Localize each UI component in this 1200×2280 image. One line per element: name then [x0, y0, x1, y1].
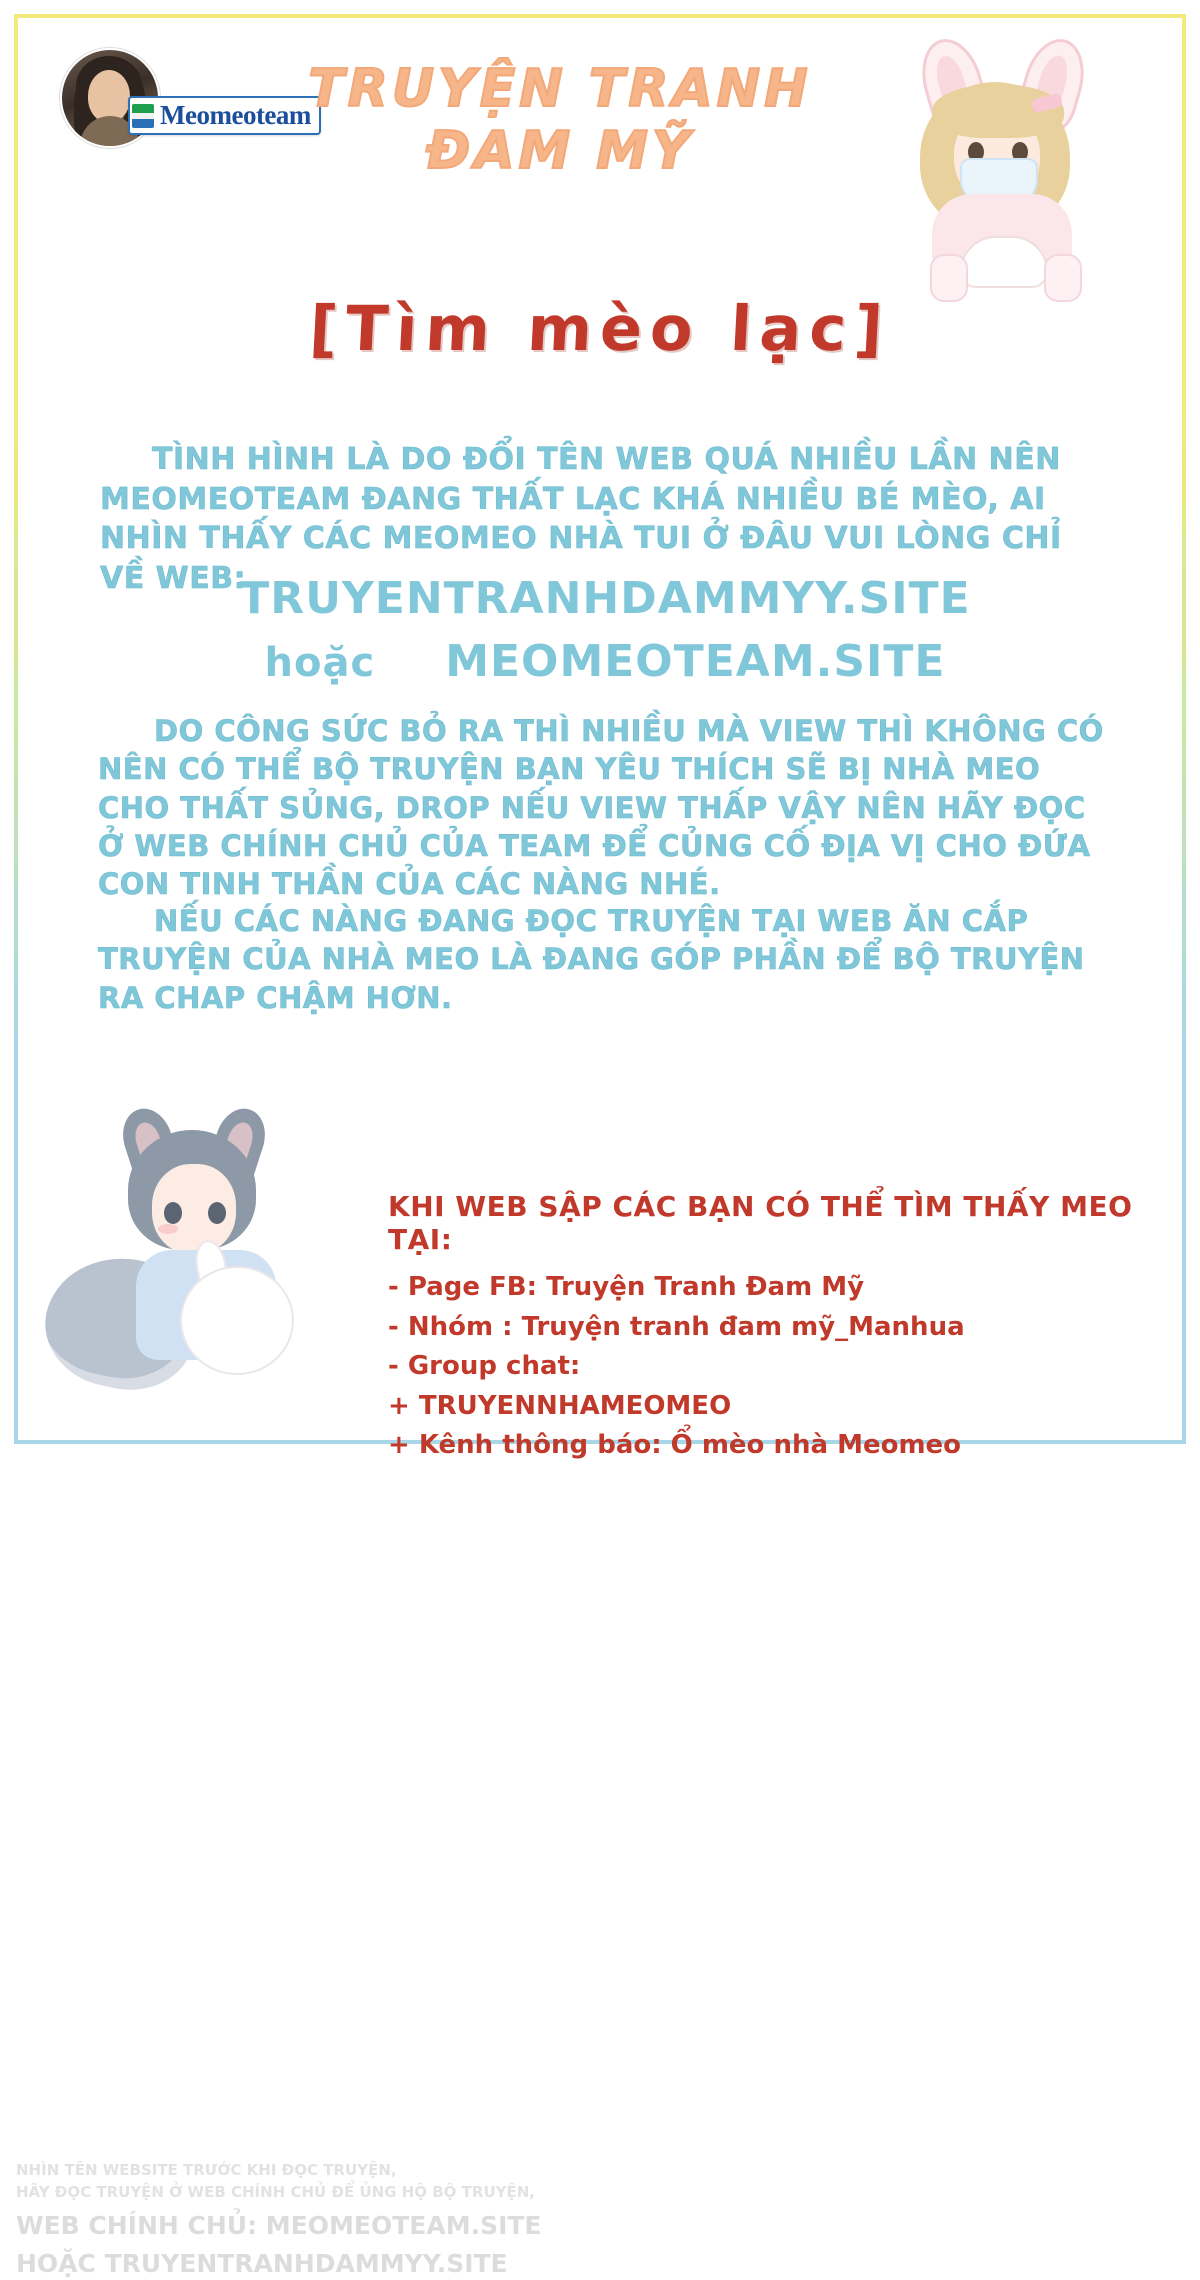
- contact-title: KHI WEB SẬP CÁC BẠN CÓ THỂ TÌM THẤY MEO TẠI:: [388, 1190, 1133, 1256]
- contact-line: - Page FB: Truyện Tranh Đam Mỹ: [388, 1272, 865, 1302]
- website-or-label: hoặc: [264, 640, 376, 686]
- notice-paragraph-3: NẾU CÁC NÀNG ĐANG ĐỌC TRUYỆN TẠI WEB ĂN CẮP TRUYỆN CỦA NHÀ MEO LÀ ĐANG GÓP PHẦN ĐỂ BỘ TRUYỆN RA CHAP CHẬM HƠN.: [98, 904, 1085, 1015]
- contact-line: - Nhóm : Truyện tranh đam mỹ_Manhua: [388, 1311, 965, 1342]
- contact-line: + Kênh thông báo: Ổ mèo nhà Meomeo: [388, 1430, 962, 1461]
- boy-illustration: [40, 1090, 350, 1420]
- website-secondary[interactable]: MEOMEOTEAM.SITE: [445, 636, 946, 687]
- footer-small-line-2: HÃY ĐỌC TRUYỆN Ở WEB CHÍNH CHỦ ĐỂ ỦNG HỘ BỘ TRUYỆN,: [16, 2182, 535, 2201]
- footer: [16, 2160, 1186, 2280]
- contact-block: [388, 1190, 1148, 1466]
- notice-headline: [Tìm mèo lạc]: [307, 292, 893, 365]
- brazil-flag-icon: [132, 104, 154, 128]
- contact-line: + TRUYENNHAMEOMEO: [388, 1390, 732, 1421]
- brand-name: Meomeoteam: [160, 100, 311, 130]
- footer-official-site: WEB CHÍNH CHỦ: MEOMEOTEAM.SITE: [16, 2210, 542, 2240]
- website-links: [100, 573, 1110, 687]
- website-primary[interactable]: TRUYENTRANHDAMMYY.SITE: [239, 573, 971, 624]
- page-title-line1: TRUYỆN TRANH: [308, 59, 812, 119]
- notice-paragraph-1: TÌNH HÌNH LÀ DO ĐỔI TÊN WEB QUÁ NHIỀU LẦN NÊN MEOMEOTEAM ĐANG THẤT LẠC KHÁ NHIỀU BÉ MÈO, AI NHÌN THẤY CÁC MEOMEO NHÀ TUI Ở ĐÂU VUI LÒNG CHỈ VỀ WEB:: [100, 442, 1062, 596]
- page-title: [250, 58, 870, 182]
- footer-alt-site: HOẶC TRUYENTRANHDAMMYY.SITE: [16, 2248, 508, 2278]
- girl-illustration: [872, 38, 1132, 303]
- contact-line: - Group chat:: [388, 1351, 581, 1382]
- notice-paragraph-2: DO CÔNG SỨC BỎ RA THÌ NHIỀU MÀ VIEW THÌ KHÔNG CÓ NÊN CÓ THỂ BỘ TRUYỆN BẠN YÊU THÍCH SẼ BỊ NHÀ MEO CHO THẤT SỦNG, DROP NẾU VIEW THẤP VẬY NÊN HÃY ĐỌC Ở WEB CHÍNH CHỦ CỦA TEAM ĐỂ CỦNG CỐ ĐỊA VỊ CHO ĐỨA CON TINH THẦN CỦA CÁC NÀNG NHÉ.: [98, 714, 1104, 902]
- header: [40, 30, 1160, 280]
- page-title-line2: ĐAM MỸ: [426, 121, 694, 181]
- footer-small-line-1: NHÌN TÊN WEBSITE TRƯỚC KHI ĐỌC TRUYỆN,: [16, 2161, 397, 2179]
